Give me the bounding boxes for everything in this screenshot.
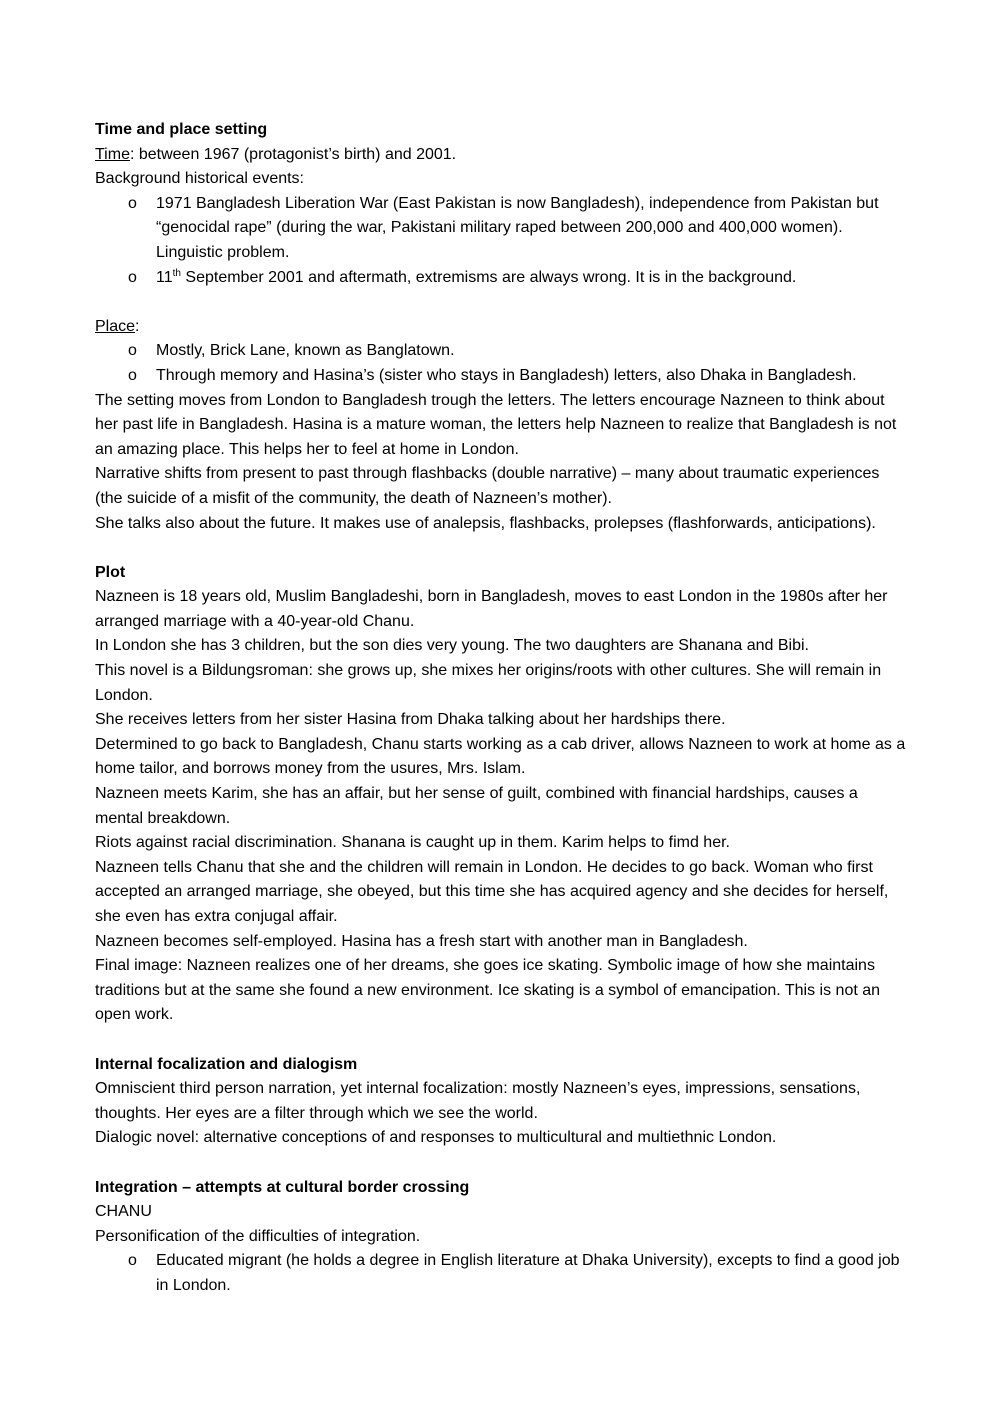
list-item: o Educated migrant (he holds a degree in English literature at Dhaka University), excepts to find a good job in London. <box>95 1249 907 1298</box>
paragraph: In London she has 3 children, but the son dies very young. The two daughters are Shanana and Bibi. <box>95 637 809 655</box>
section-heading-setting: Time and place setting <box>95 121 268 138</box>
events-list <box>95 192 907 290</box>
paragraph: Narrative shifts from present to past through flashbacks (double narrative) – many about traumatic experiences (the suicide of a misfit of the community, the death of Nazneen’s mother). <box>95 465 880 507</box>
time-line <box>95 143 907 168</box>
list-item: o 1971 Bangladesh Liberation War (East Pakistan is now Bangladesh), independence from Pakistan but “genocidal rape” (during the war, Pakistani military raped between 200,000 and 400,000 women). Linguistic problem. <box>95 192 907 266</box>
place-label: Place <box>95 317 136 335</box>
section-heading-integration: Integration – attempts at cultural border crossing <box>95 1178 470 1196</box>
place-line <box>95 315 907 340</box>
event-text: September 2001 and aftermath, extremisms are always wrong. It is in the background. <box>180 268 797 286</box>
paragraph: Omniscient third person narration, yet internal focalization: mostly Nazneen’s eyes, impressions, sensations, thoughts. Her eyes are a filter through which we see the world. <box>95 1080 861 1122</box>
paragraph: Determined to go back to Bangladesh, Chanu starts working as a cab driver, allows Nazneen to work at home as a home tailor, and borrows money from the usures, Mrs. Islam. <box>95 735 906 778</box>
spacer <box>95 536 907 561</box>
paragraph: This novel is a Bildungsroman: she grows up, she mixes her origins/roots with other cultures. She will remain in London. <box>95 662 882 704</box>
spacer <box>95 1151 907 1176</box>
paragraph: Nazneen becomes self-employed. Hasina has a fresh start with another man in Bangladesh. <box>95 932 748 950</box>
event-superscript: th <box>172 267 181 279</box>
section-heading-plot: Plot <box>95 563 126 581</box>
paragraph: Nazneen is 18 years old, Muslim Bangladeshi, born in Bangladesh, moves to east London in the 1980s after her arranged marriage with a 40-year-old Chanu. <box>95 588 888 630</box>
places-list <box>95 339 907 388</box>
paragraph: Nazneen tells Chanu that she and the children will remain in London. He decides to go back. Woman who first accepted an arranged marriage, she obeyed, but this time she has acquired agency and she decides for herself, she even has extra conjugal affair. <box>95 858 889 925</box>
list-item: o Mostly, Brick Lane, known as Banglatown. <box>95 339 907 364</box>
paragraph: Final image: Nazneen realizes one of her dreams, she goes ice skating. Symbolic image of how she maintains traditions but at the same she found a new environment. Ice skating is a symbol of emancipation. This is not an open work. <box>95 957 881 1024</box>
event-number: 11 <box>156 268 173 286</box>
paragraph: She receives letters from her sister Hasina from Dhaka talking about her hardships there. <box>95 711 726 729</box>
spacer <box>95 1028 907 1053</box>
paragraph: Dialogic novel: alternative conceptions of and responses to multicultural and multiethnic London. <box>95 1129 777 1147</box>
document-page <box>95 118 907 1299</box>
section-heading-focalization: Internal focalization and dialogism <box>95 1055 358 1073</box>
list-item: o Through memory and Hasina’s (sister who stays in Bangladesh) letters, also Dhaka in Bangladesh. <box>95 364 907 389</box>
integration-list <box>95 1249 907 1298</box>
background-label: Background historical events: <box>95 170 304 188</box>
subheading-chanu: CHANU <box>95 1203 152 1221</box>
list-item <box>95 266 907 291</box>
paragraph: The setting moves from London to Bangladesh trough the letters. The letters encourage Nazneen to think about her past life in Bangladesh. Hasina is a mature woman, the letters help Nazneen to realize that Bangladesh is not an amazing place. This helps her to feel at home in London. <box>95 391 897 458</box>
paragraph: Personification of the difficulties of integration. <box>95 1227 421 1245</box>
paragraph: Riots against racial discrimination. Shanana is caught up in them. Karim helps to fimd her. <box>95 834 730 852</box>
time-text: : between 1967 (protagonist’s birth) and 2001. <box>129 145 457 163</box>
time-label: Time <box>95 145 130 163</box>
spacer <box>95 290 907 315</box>
paragraph: She talks also about the future. It makes use of analepsis, flashbacks, prolepses (flashforwards, anticipations). <box>95 514 876 532</box>
paragraph: Nazneen meets Karim, she has an affair, but her sense of guilt, combined with financial hardships, causes a mental breakdown. <box>95 785 858 827</box>
place-colon: : <box>135 317 140 335</box>
